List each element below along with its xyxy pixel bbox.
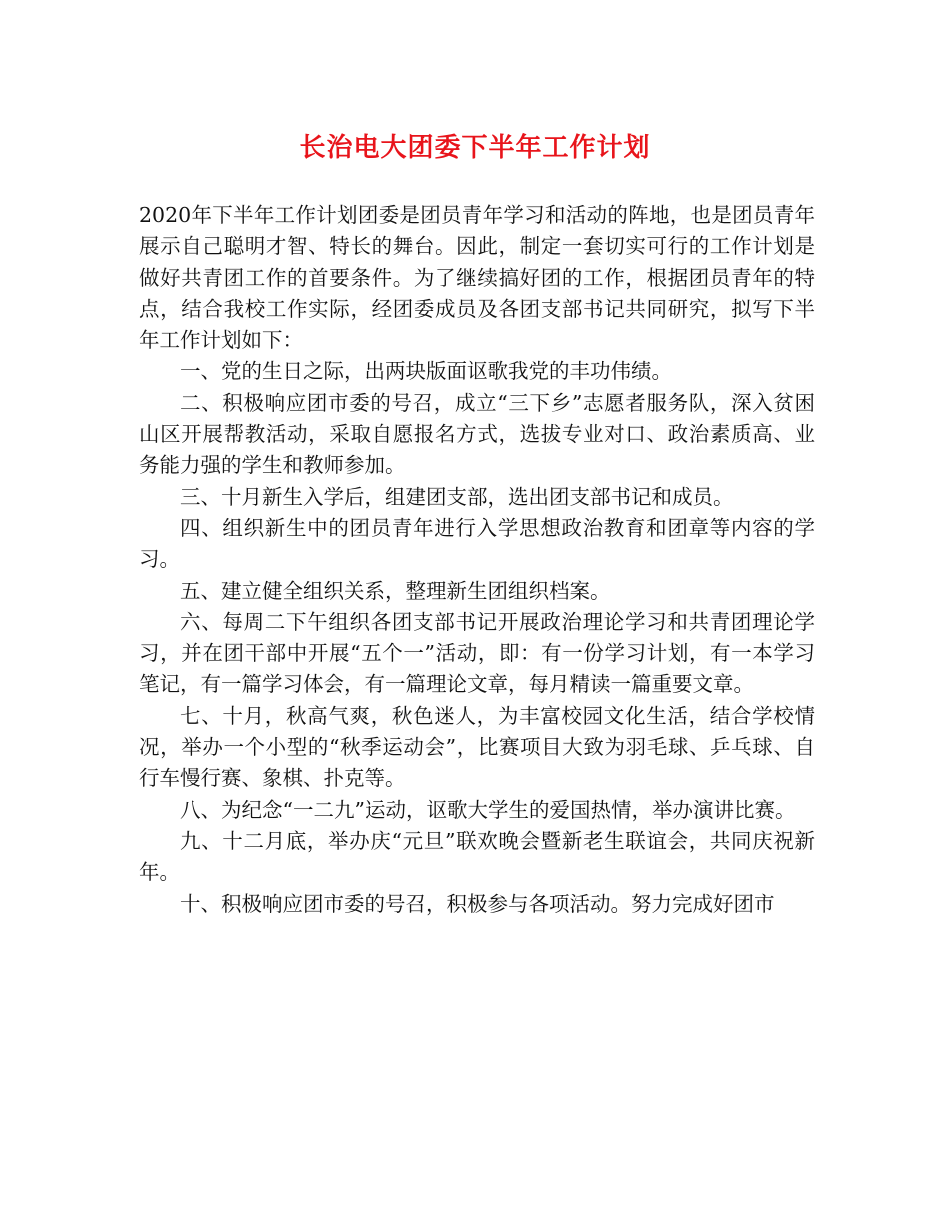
plan-item-3: 三、十月新生入学后，组建团支部，选出团支部书记和成员。 [180, 484, 734, 509]
plan-item-9: 九、十二月底，举办庆“元旦”联欢晚会暨新老生联谊会，共同庆祝新年。 [139, 828, 815, 885]
plan-item-10: 十、积极响应团市委的号召，积极参与各项活动。努力完成好团市 [180, 891, 775, 916]
intro-paragraph: 2020年下半年工作计划团委是团员青年学习和活动的阵地，也是团员青年展示自己聪明才智、特长的舞台。因此，制定一套切实可行的工作计划是做好共青团工作的首要条件。为了继续搞好团的工作，根据团员青年的特点，结合我校工作实际，经团委成员及各团支部书记共同研究，拟写下半年工作计划如下： [139, 203, 815, 353]
plan-item-6: 六、每周二下午组织各团支部书记开展政治理论学习和共青团理论学习，并在团干部中开展“五个一”活动，即：有一份学习计划，有一本学习笔记，有一篇学习体会，有一篇理论文章，每月精读一篇重要文章。 [139, 609, 815, 697]
document-body [139, 200, 815, 920]
plan-item-5: 五、建立健全组织关系，整理新生团组织档案。 [180, 578, 611, 603]
document-title: 长治电大团委下半年工作计划 [299, 133, 651, 163]
plan-item-7: 七、十月，秋高气爽，秋色迷人，为丰富校园文化生活，结合学校情况，举办一个小型的“秋季运动会”，比赛项目大致为羽毛球、乒乓球、自行车慢行赛、象棋、扑克等。 [139, 703, 815, 791]
plan-item-1: 一、党的生日之际，出两块版面讴歌我党的丰功伟绩。 [180, 359, 672, 384]
plan-item-2: 二、积极响应团市委的号召，成立“三下乡”志愿者服务队，深入贫困山区开展帮教活动，采取自愿报名方式，选拔专业对口、政治素质高、业务能力强的学生和教师参加。 [139, 390, 815, 478]
plan-item-4: 四、组织新生中的团员青年进行入学思想政治教育和团章等内容的学习。 [139, 515, 815, 572]
plan-item-8: 八、为纪念“一二九”运动，讴歌大学生的爱国热情，举办演讲比赛。 [180, 797, 796, 822]
